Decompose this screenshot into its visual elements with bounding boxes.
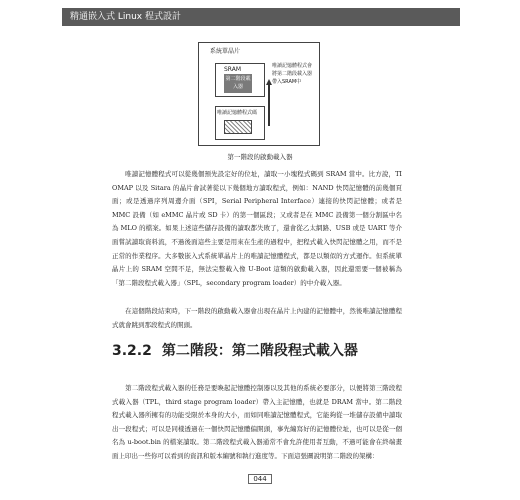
paragraph-2 xyxy=(112,305,402,332)
paragraph-2-text: 在這個階段結束時，下一階段的啟動載入器會出現在晶片上內建的記憶體中，然後唯讀記憶體程式就會跳到那段程式的開頭。 xyxy=(112,307,402,329)
figure-rom-label: 唯讀記憶體程式碼 xyxy=(217,110,258,116)
running-header: 精通嵌入式 Linux 程式設計 xyxy=(62,8,460,26)
figure-rom-code-block xyxy=(224,120,252,134)
section-number: 3.2.2 xyxy=(112,343,152,359)
paragraph-3 xyxy=(112,382,402,464)
figure-soc-label: 系統單晶片 xyxy=(210,48,241,55)
paragraph-1 xyxy=(112,168,402,290)
section-title: 第二階段：第二階段程式載入器 xyxy=(161,343,358,359)
figure-caption: 第一階段的啟動載入器 xyxy=(227,153,293,161)
paragraph-3-text: 第二階段程式載入器的任務是要喚起記憶體控制器以及其他的系統必要部分，以便將第三階段程式載入器（TPL，third stage program loader）帶入主記憶體，也就是 DRAM 當中。第二階段程式載入器所擁有的功能受限於本身的大小，而如同唯讀記憶體程式，它能夠從一堆儲存設備中讀取出一段程式；可以是同樣透過在一個快閃記憶體偏開頭，事先編寫好的記憶體位址，也可以是從一個名為 u-boot.bin 的檔案讀取。第二階段程式載入器通常不會允許使用者互動，不過可能會在終端畫面上印出一些你可以看到的資訊和版本編號和執行進度等。下面這張圖說明第二階段的架構： xyxy=(112,384,402,460)
figure-loader-box: 第二階段載入器 xyxy=(224,74,252,93)
figure-arrow-shaft xyxy=(268,84,270,126)
figure-side-note: 唯讀記憶體程式會將第二階段載入器帶入SRAM中 xyxy=(272,63,313,85)
section-heading xyxy=(112,340,358,360)
page-number-text: 044 xyxy=(248,474,271,484)
figure-sram-label: SRAM xyxy=(224,66,242,73)
paragraph-1-text: 唯讀記憶體程式可以從幾個預先設定好的位址，讀取一小塊程式碼到 SRAM 當中。比方說，TI OMAP 以及 Sitara 的晶片會試著從以下幾個地方讀取程式，例如：NAND 快閃記憶體的前幾個頁面；或是透過序列周邊介面（SPI，Serial Peripheral Interface）連接的快閃記憶體；或者是 MMC 設備（如 eMMC 晶片或 SD 卡）的第一個區段；又或者是在 MMC 設備第一個分割區中名為 MLO 的檔案。如果上述這些儲存設備的讀取都失敗了，還會從乙太網路、USB 或是 UART 等介面嘗試讀取資料流，不過後面這些主要是用來在生產的過程中，把程式載入快閃記憶體之用，而不是正常的作業程序。大多數嵌入式系統單晶片上的唯讀記憶體程式，都是以類似的方式運作。但系統單晶片上的 SRAM 空間不足，無法完整載入像 U-Boot 這類的啟動載入器，因此還需要一個被稱為「第二階段程式載入器」（SPL，secondary program loader）的中介載入器。 xyxy=(112,170,402,287)
page-number xyxy=(0,475,520,483)
